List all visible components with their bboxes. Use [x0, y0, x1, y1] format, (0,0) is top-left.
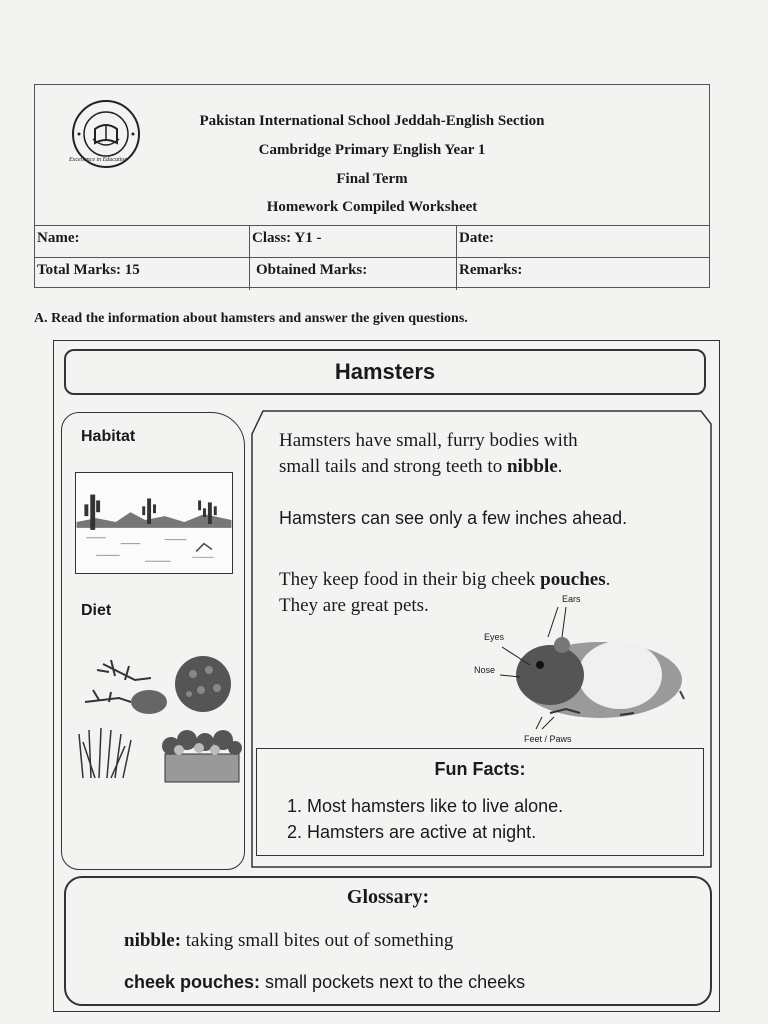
glossary-entry: cheek pouches: small pockets next to the cheeks — [124, 972, 526, 992]
question-a: A. Read the information about hamsters and answer the given questions. — [34, 311, 468, 326]
para-3: They keep food in their big cheek pouches. — [279, 569, 611, 590]
diet-foods-image — [75, 650, 243, 790]
label-ears: Ears — [562, 594, 581, 604]
class-field[interactable]: Class: Y1 - — [250, 226, 457, 258]
total-marks: Total Marks: 15 — [35, 258, 250, 290]
label-feet: Feet / Paws — [524, 734, 572, 744]
info-row-1 — [35, 225, 709, 258]
glossary-box — [64, 876, 712, 1006]
term-name: Final Term — [336, 171, 408, 187]
fun-facts-list — [287, 793, 563, 845]
glossary-entry: nibble: taking small bites out of something — [124, 930, 454, 951]
course-name: Cambridge Primary English Year 1 — [258, 142, 486, 158]
para-1b: small tails and strong teeth to nibble. — [279, 456, 563, 477]
para-2: Hamsters can see only a few inches ahead. — [279, 508, 628, 528]
desert-habitat-image — [75, 472, 233, 574]
hamster-diagram — [470, 595, 690, 745]
para-1a: Hamsters have small, furry bodies with — [279, 430, 578, 451]
fun-facts-box — [256, 748, 704, 856]
name-field[interactable]: Name: — [35, 226, 250, 258]
poster-title: Hamsters — [64, 349, 706, 395]
fun-facts-title: Fun Facts: — [434, 759, 526, 779]
label-nose: Nose — [474, 665, 496, 675]
header-table — [34, 84, 710, 288]
para-4: They are great pets. — [279, 595, 429, 616]
glossary-title: Glossary: — [346, 886, 430, 908]
school-name: Pakistan International School Jeddah-English Section — [199, 113, 545, 129]
fun-fact-item: 1. Most hamsters like to live alone. — [287, 796, 564, 816]
obtained-marks-field[interactable]: Obtained Marks: — [250, 258, 457, 290]
habitat-label: Habitat — [81, 428, 136, 445]
info-row-2 — [35, 257, 709, 290]
diet-label: Diet — [81, 602, 112, 619]
date-field[interactable]: Date: — [459, 230, 494, 246]
fun-fact-item: 2. Hamsters are active at night. — [287, 822, 537, 842]
logo-motto: Excellence in Education — [69, 157, 128, 163]
label-eyes: Eyes — [484, 632, 505, 642]
worksheet-name: Homework Compiled Worksheet — [266, 199, 478, 215]
remarks-field[interactable]: Remarks: — [459, 262, 523, 278]
